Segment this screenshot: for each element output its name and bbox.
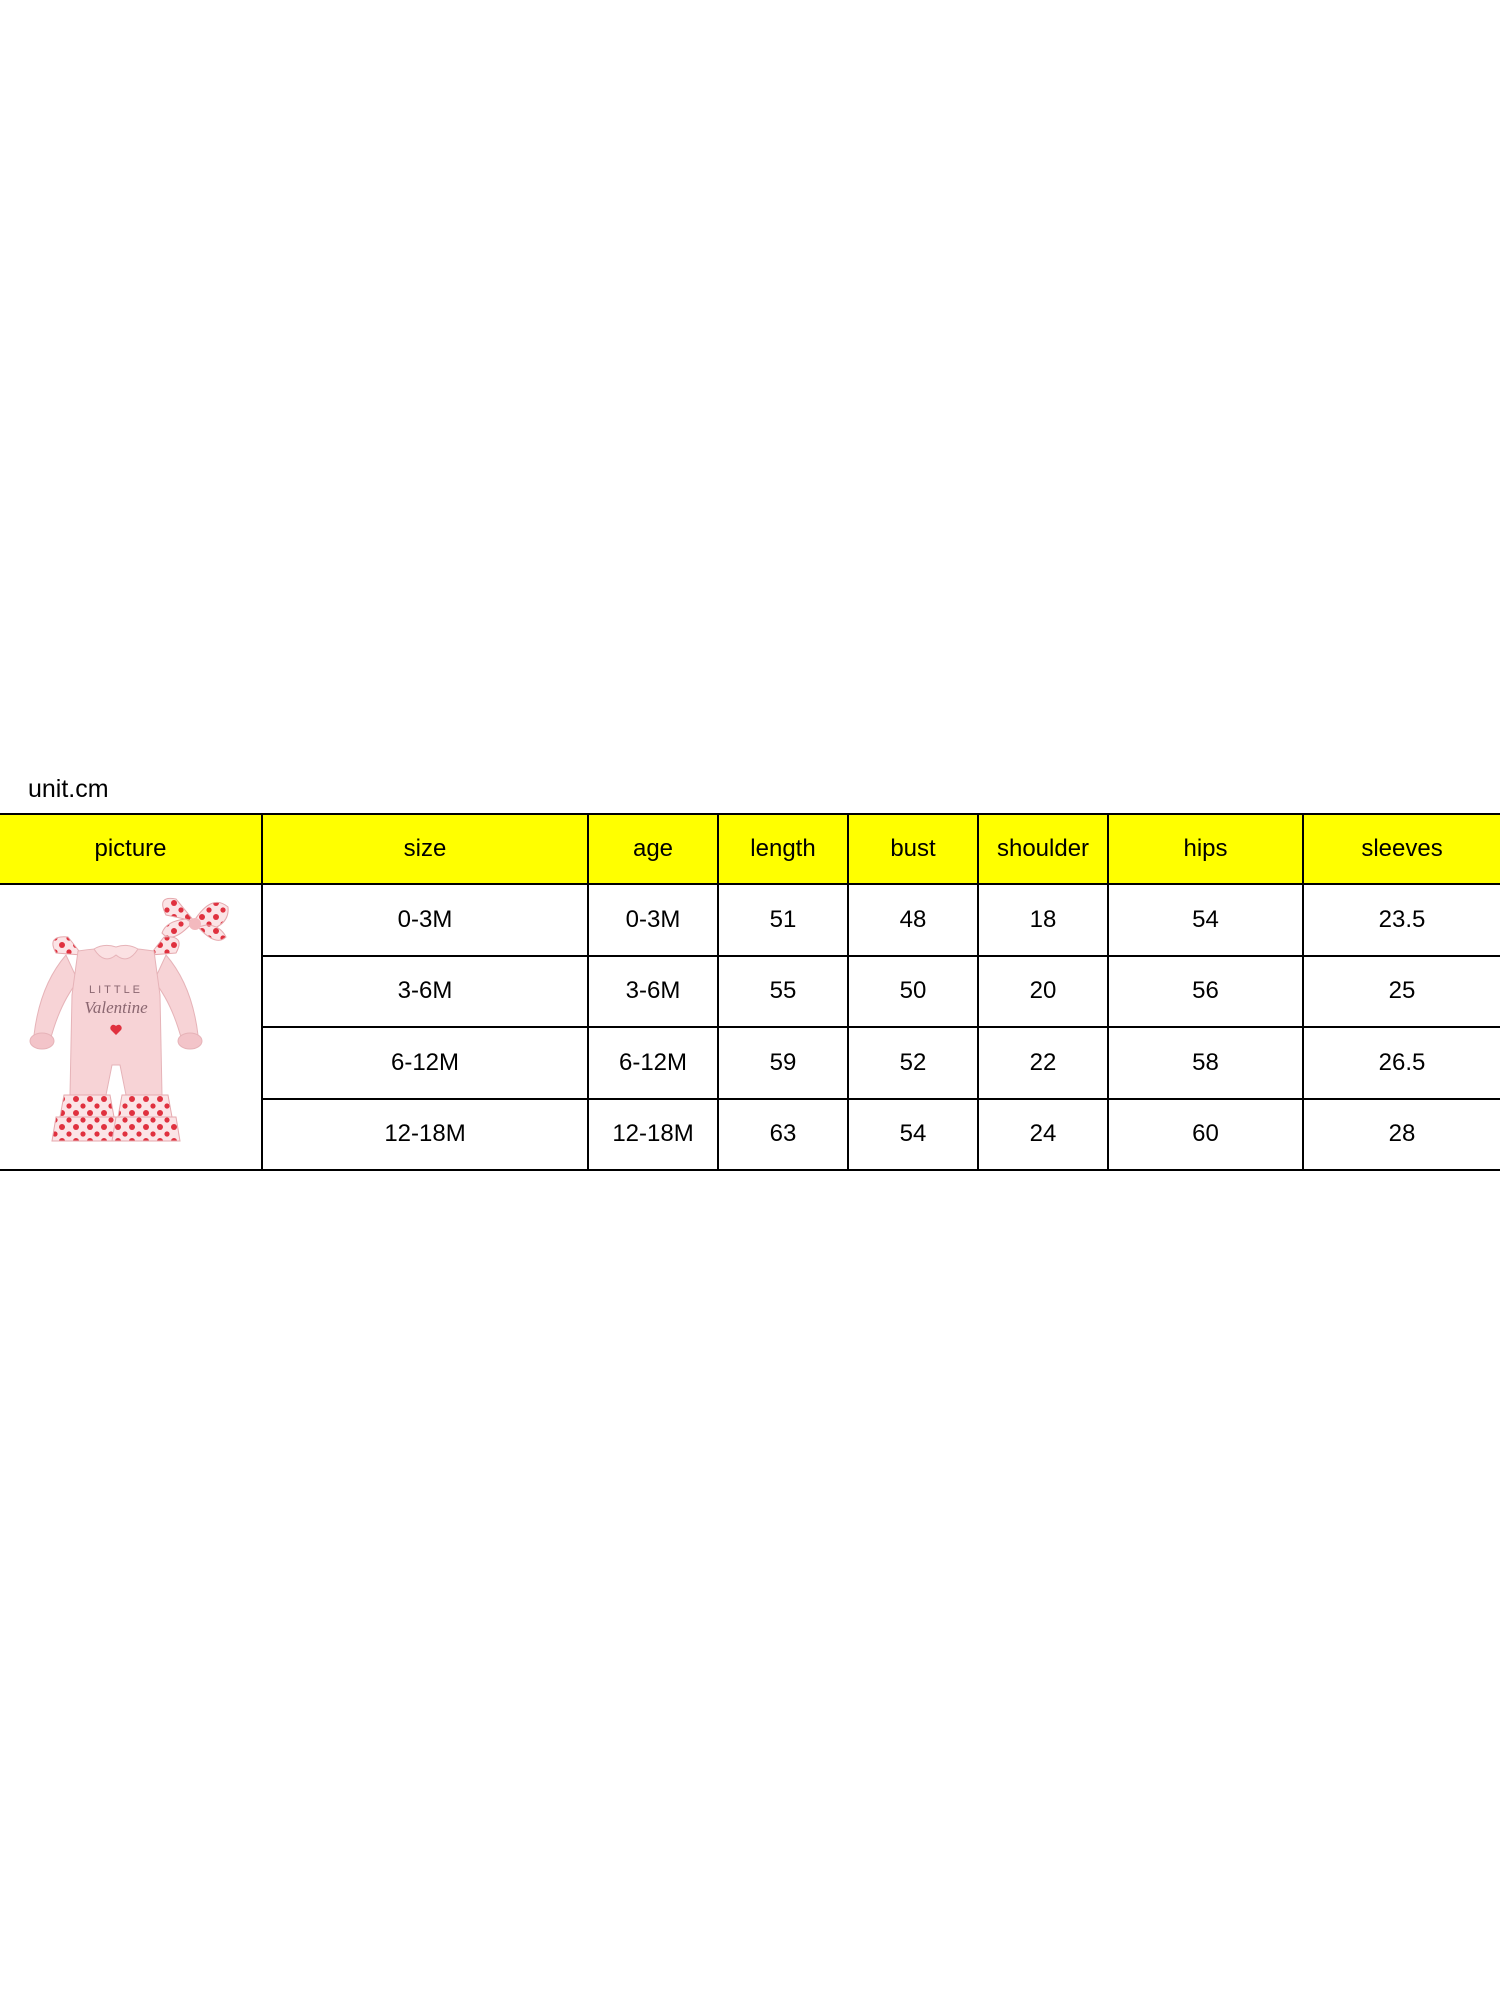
row-0-size: 0-3M <box>262 884 588 956</box>
row-3-shoulder: 24 <box>978 1099 1108 1171</box>
row-1-length: 55 <box>718 956 848 1028</box>
header-age: age <box>588 814 718 884</box>
header-shoulder: shoulder <box>978 814 1108 884</box>
leg-ruffles <box>52 1095 180 1141</box>
row-3-age: 12-18M <box>588 1099 718 1171</box>
romper-print-line2: Valentine <box>83 998 148 1017</box>
row-0-bust: 48 <box>848 884 978 956</box>
row-1-age: 3-6M <box>588 956 718 1028</box>
romper-print-line1: LITTLE <box>88 984 143 996</box>
row-1-bust: 50 <box>848 956 978 1028</box>
row-1-size: 3-6M <box>262 956 588 1028</box>
header-picture: picture <box>0 814 262 884</box>
header-bust: bust <box>848 814 978 884</box>
header-size: size <box>262 814 588 884</box>
row-2-shoulder: 22 <box>978 1027 1108 1099</box>
row-2-age: 6-12M <box>588 1027 718 1099</box>
row-3-size: 12-18M <box>262 1099 588 1171</box>
table-row <box>0 884 1500 956</box>
row-1-hips: 56 <box>1108 956 1303 1028</box>
header-length: length <box>718 814 848 884</box>
header-hips: hips <box>1108 814 1303 884</box>
header-row <box>0 814 1500 884</box>
row-0-length: 51 <box>718 884 848 956</box>
unit-label: unit.cm <box>28 775 109 803</box>
row-2-sleeves: 26.5 <box>1303 1027 1500 1099</box>
row-1-sleeves: 25 <box>1303 956 1500 1028</box>
row-0-hips: 54 <box>1108 884 1303 956</box>
row-2-length: 59 <box>718 1027 848 1099</box>
row-0-shoulder: 18 <box>978 884 1108 956</box>
row-2-hips: 58 <box>1108 1027 1303 1099</box>
size-chart-table <box>0 813 1500 1171</box>
row-1-shoulder: 20 <box>978 956 1108 1028</box>
product-picture-cell <box>0 884 262 1170</box>
row-3-sleeves: 28 <box>1303 1099 1500 1171</box>
romper-product-image <box>16 885 246 1169</box>
row-2-size: 6-12M <box>262 1027 588 1099</box>
row-3-length: 63 <box>718 1099 848 1171</box>
row-0-age: 0-3M <box>588 884 718 956</box>
row-0-sleeves: 23.5 <box>1303 884 1500 956</box>
row-3-bust: 54 <box>848 1099 978 1171</box>
header-sleeves: sleeves <box>1303 814 1500 884</box>
row-2-bust: 52 <box>848 1027 978 1099</box>
headband-bow <box>162 898 228 940</box>
row-3-hips: 60 <box>1108 1099 1303 1171</box>
